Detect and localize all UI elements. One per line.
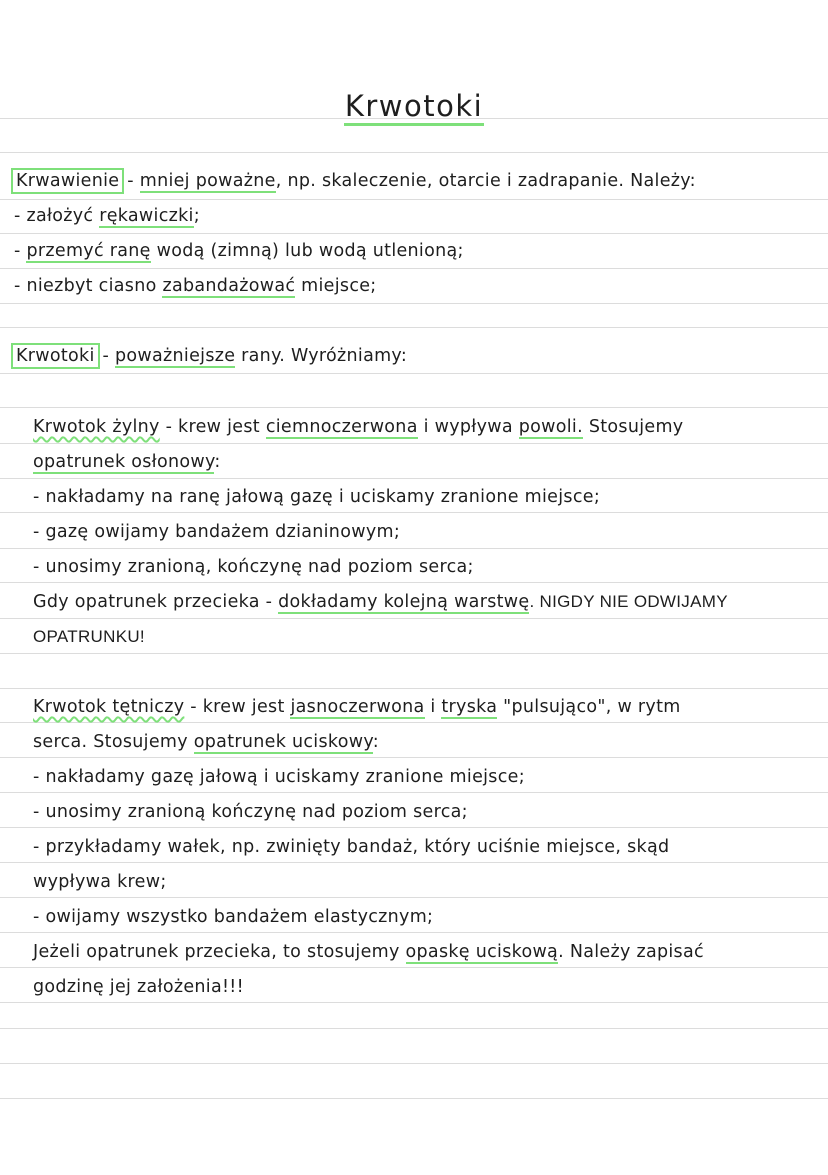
rule-line xyxy=(0,327,828,328)
arterial-step-3-cont: wypływa krew; xyxy=(33,872,167,892)
venous-term: Krwotok żylny xyxy=(33,417,160,437)
bleeding-desc-highlight: mniej poważne xyxy=(139,171,276,191)
text: Jeżeli opatrunek przecieka, to stosujemy xyxy=(33,942,406,962)
rule-line xyxy=(0,1063,828,1064)
rule-line xyxy=(0,722,828,723)
venous-line-7: OPATRUNKU! xyxy=(33,627,145,646)
page-title xyxy=(0,86,828,126)
arterial-line-9: godzinę jej założenia!!! xyxy=(33,977,244,997)
bright-red-highlight: jasnoczerwona xyxy=(290,697,425,717)
bandage-highlight: zabandażować xyxy=(162,276,296,296)
dark-red-highlight: ciemnoczerwona xyxy=(265,417,418,437)
tourniquet-highlight: opaskę uciskową xyxy=(405,942,559,962)
rule-line xyxy=(0,512,828,513)
rule-line xyxy=(0,152,828,153)
hemorrhage-desc: rany. Wyróżniamy: xyxy=(235,346,408,366)
text: Gdy opatrunek przecieka - xyxy=(33,592,279,612)
rule-line xyxy=(0,792,828,793)
rule-line xyxy=(0,233,828,234)
pressure-dressing-highlight: opatrunek uciskowy xyxy=(193,732,373,752)
arterial-step-1: - nakładamy gazę jałową i uciskamy zranione miejsce; xyxy=(33,767,525,787)
rule-line xyxy=(0,373,828,374)
page-title-text: Krwotoki xyxy=(344,89,484,126)
bleeding-desc: , np. skaleczenie, otarcie i zadrapanie. Należy: xyxy=(275,171,696,191)
hemorrhage-term: Krwotoki xyxy=(16,346,95,366)
step-text: - xyxy=(14,241,27,261)
rule-line xyxy=(0,268,828,269)
step-text: - założyć xyxy=(14,206,100,226)
arterial-step-4: - owijamy wszystko bandażem elastycznym; xyxy=(33,907,434,927)
text: i wypływa xyxy=(417,417,519,437)
hemorrhage-desc-highlight: poważniejsze xyxy=(115,346,236,366)
arterial-line-8 xyxy=(33,939,704,965)
hemorrhage-definition xyxy=(14,343,407,369)
arterial-line-2 xyxy=(33,729,379,755)
rule-line xyxy=(0,688,828,689)
rule-line xyxy=(0,407,828,408)
protective-dressing-highlight: opatrunek osłonowy xyxy=(33,452,215,472)
rule-line xyxy=(0,1098,828,1099)
venous-step-2: - gazę owijamy bandażem dzianinowym; xyxy=(33,522,401,542)
rule-line xyxy=(0,1002,828,1003)
rule-line xyxy=(0,548,828,549)
venous-line-2 xyxy=(33,449,221,475)
rule-line xyxy=(0,653,828,654)
gloves-highlight: rękawiczki xyxy=(99,206,194,226)
text: - krew jest xyxy=(159,417,266,437)
bleeding-step-3 xyxy=(14,273,377,299)
rule-line xyxy=(0,303,828,304)
step-text: - niezbyt ciasno xyxy=(14,276,163,296)
text: : xyxy=(372,732,379,752)
venous-line-1 xyxy=(33,414,683,440)
text: : xyxy=(214,452,221,472)
step-text: miejsce; xyxy=(295,276,377,296)
venous-step-1: - nakładamy na ranę jałową gazę i uciskamy zranione miejsce; xyxy=(33,487,601,507)
arterial-term: Krwotok tętniczy xyxy=(33,697,185,717)
text: Stosujemy xyxy=(582,417,684,437)
arterial-line-1 xyxy=(33,694,681,720)
rule-line xyxy=(0,897,828,898)
text: - krew jest xyxy=(184,697,291,717)
bleeding-definition xyxy=(14,168,696,194)
text: . Należy zapisać xyxy=(558,942,704,962)
rule-line xyxy=(0,757,828,758)
rule-line xyxy=(0,827,828,828)
bleeding-step-1 xyxy=(14,203,200,229)
text: . NIGDY NIE ODWIJAMY xyxy=(529,592,728,611)
rule-line xyxy=(0,932,828,933)
spurts-highlight: tryska xyxy=(441,697,498,717)
venous-line-6 xyxy=(33,589,728,615)
step-text: ; xyxy=(193,206,200,226)
rule-line xyxy=(0,1028,828,1029)
rule-line xyxy=(0,443,828,444)
arterial-step-3: - przykładamy wałek, np. zwinięty bandaż, który uciśnie miejsce, skąd xyxy=(33,837,670,857)
rule-line xyxy=(0,478,828,479)
rule-line xyxy=(0,582,828,583)
arterial-step-2: - unosimy zranioną kończynę nad poziom serca; xyxy=(33,802,468,822)
text: serca. Stosujemy xyxy=(33,732,194,752)
rule-line xyxy=(0,967,828,968)
wash-wound-highlight: przemyć ranę xyxy=(26,241,151,261)
bleeding-step-2 xyxy=(14,238,464,264)
rule-line xyxy=(0,862,828,863)
bleeding-term: Krwawienie xyxy=(16,171,120,191)
text: "pulsująco", w rytm xyxy=(497,697,681,717)
rule-line xyxy=(0,199,828,200)
add-layer-highlight: dokładamy kolejną warstwę xyxy=(278,592,530,612)
rule-line xyxy=(0,618,828,619)
slowly-highlight: powoli. xyxy=(518,417,583,437)
separator: - xyxy=(121,171,140,191)
venous-step-3: - unosimy zranioną, kończynę nad poziom serca; xyxy=(33,557,474,577)
text: i xyxy=(424,697,442,717)
separator: - xyxy=(96,346,115,366)
step-text: wodą (zimną) lub wodą utlenioną; xyxy=(150,241,464,261)
